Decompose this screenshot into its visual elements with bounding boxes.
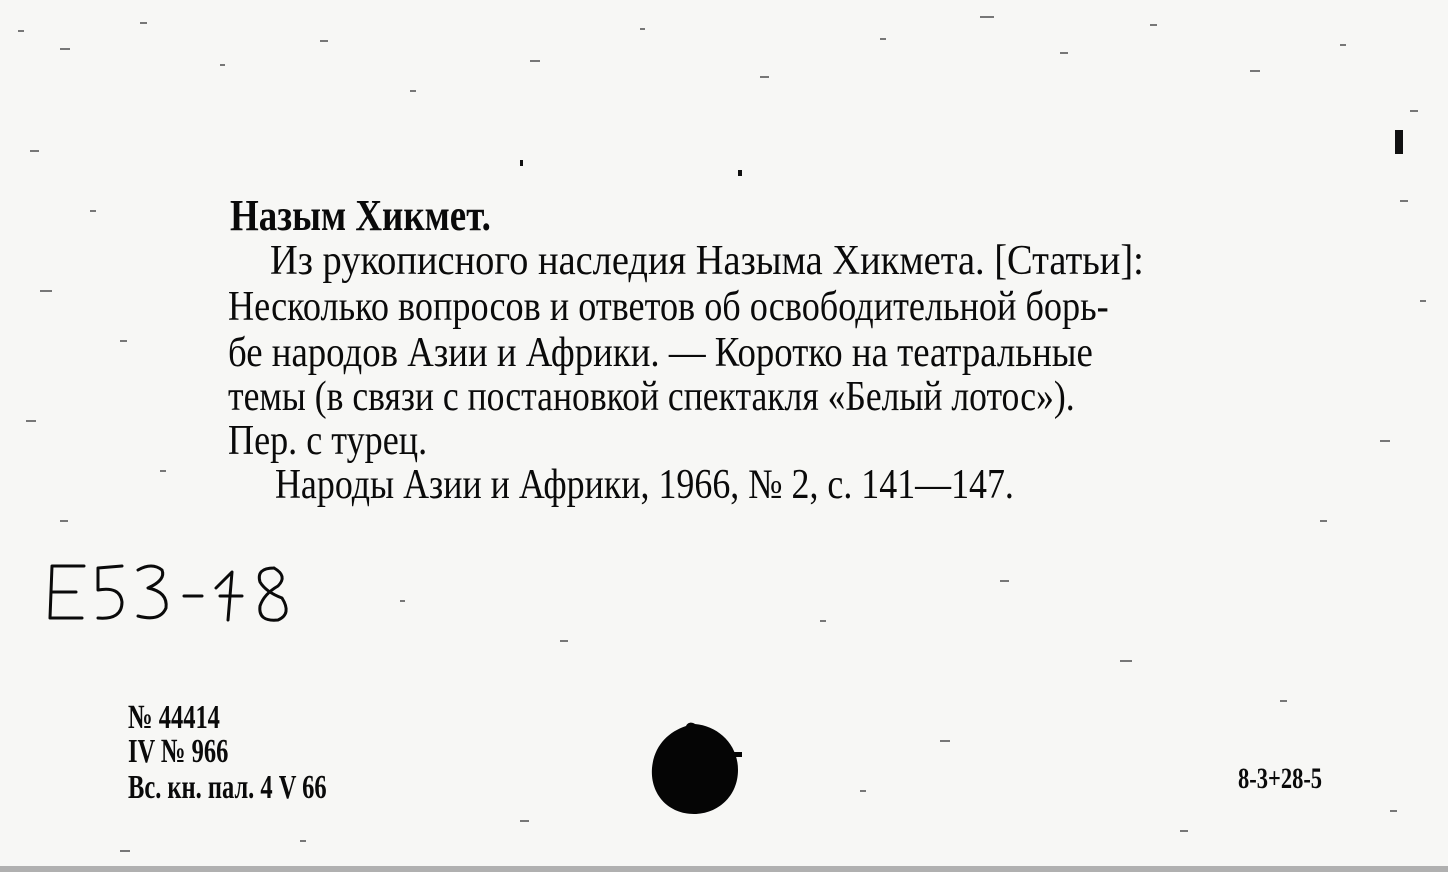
card-author-heading: Назым Хикмет.	[230, 191, 491, 240]
description-line-5: Пер. с турец.	[228, 418, 428, 464]
source-citation-line: Народы Азии и Африки, 1966, № 2, с. 141—147.	[275, 462, 1014, 508]
description-line-4: темы (в связи с постановкой спектакля «Белый лотос»).	[228, 374, 1075, 420]
handwritten-shelf-mark	[42, 552, 302, 642]
description-line-1: Из рукописного наследия Назыма Хикмета. [Статьи]:	[270, 238, 1144, 284]
card-bottom-edge	[0, 866, 1448, 872]
description-line-3: бе народов Азии и Африки. — Коротко на театральные	[228, 330, 1093, 376]
punch-hole	[648, 722, 742, 816]
issue-number: IV № 966	[128, 733, 229, 770]
record-number: № 44414	[128, 699, 220, 736]
classification-code: 8-3+28-5	[1238, 762, 1323, 795]
description-line-2: Несколько вопросов и ответов об освободительной борь-	[228, 284, 1109, 330]
registry-note: Вс. кн. пал. 4 V 66	[128, 769, 327, 806]
